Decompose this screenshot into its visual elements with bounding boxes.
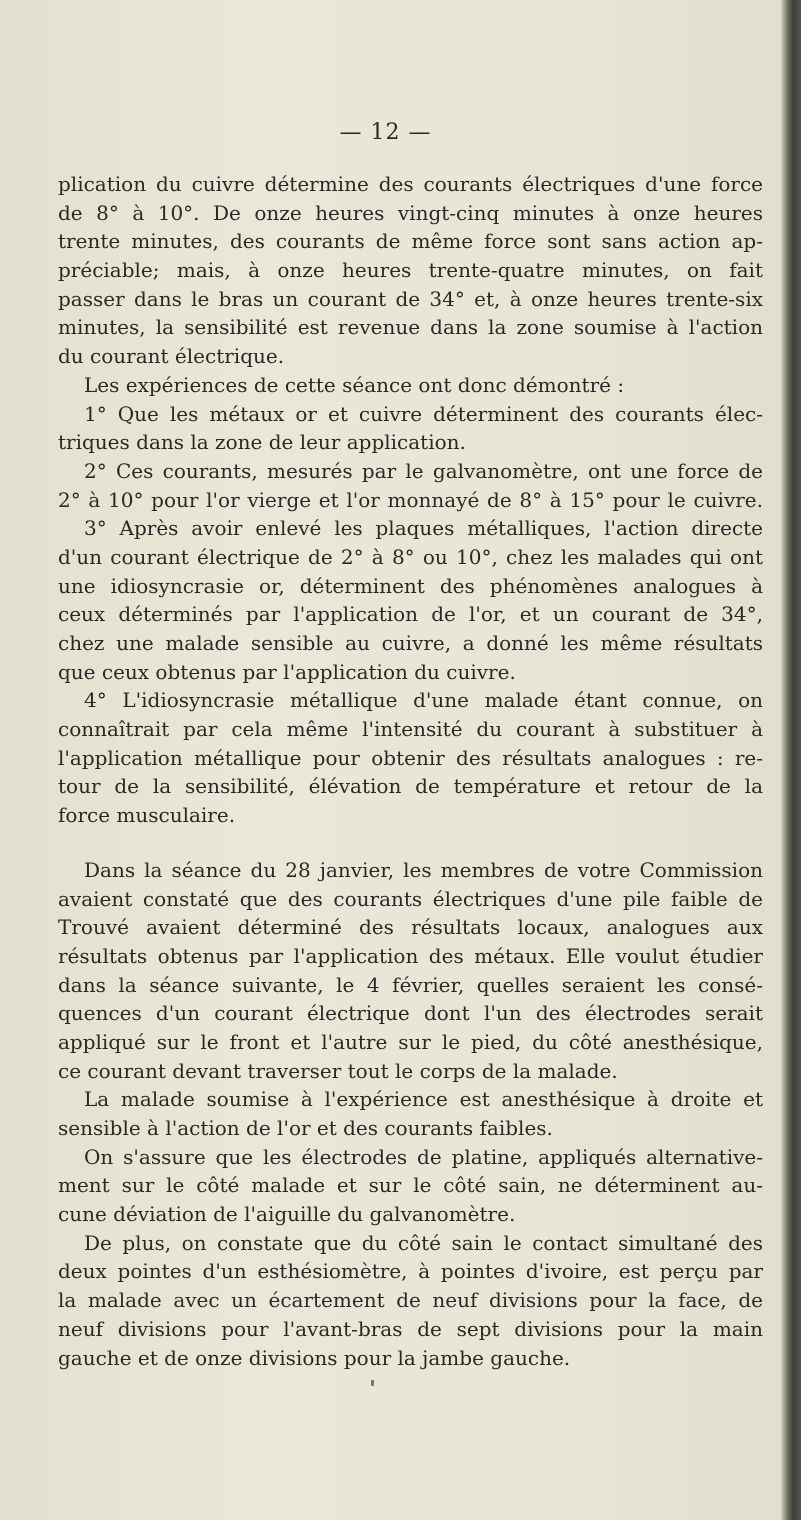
text-line: tour de la sensibilité, élévation de température et retour de la [58,774,763,799]
text-line: Dans la séance du 28 janvier, les membres de votre Commission [84,857,763,882]
text-line: 1° Que les métaux or et cuivre déterminent des courants élec- [84,401,763,426]
text-line: De plus, on constate que du côté sain le contact simultané des [84,1230,763,1255]
text-line: triques dans la zone de leur application. [58,430,466,455]
text-line: La malade soumise à l'expérience est anesthésique à droite et [84,1087,763,1112]
page-number: — 12 — [339,120,432,145]
text-line: 2° à 10° pour l'or vierge et l'or monnayé de 8° à 15° pour le cuivre. [58,487,763,512]
text-line: force musculaire. [58,803,236,828]
text-line: 4° L'idiosyncrasie métallique d'une malade étant connue, on [84,688,763,713]
text-line: On s'assure que les électrodes de platine, appliqués alternative- [84,1144,763,1169]
text-line: ceux déterminés par l'application de l'or, et un courant de 34°, [58,602,763,627]
text-line: deux pointes d'un esthésiomètre, à pointes d'ivoire, est perçu par [58,1259,763,1284]
text-line: Trouvé avaient déterminé des résultats locaux, analogues aux [58,915,763,940]
text-line: cune déviation de l'aiguille du galvanomètre. [58,1202,516,1227]
text-line: que ceux obtenus par l'application du cuivre. [58,659,516,684]
numbered-item-3 [58,514,763,686]
numbered-item-1 [58,400,763,457]
text-line: connaîtrait par cela même l'intensité du courant à substituer à [58,717,763,742]
paragraph [58,1229,763,1372]
text-line: la malade avec un écartement de neuf divisions pour la face, de [58,1288,763,1313]
text-line: 3° Après avoir enlevé les plaques métalliques, l'action directe [84,516,763,541]
text-line: l'application métallique pour obtenir des résultats analogues : re- [58,745,763,770]
text-line: gauche et de onze divisions pour la jambe gauche. [58,1345,571,1370]
text-line: minutes, la sensibilité est revenue dans la zone soumise à l'action [58,315,763,340]
book-binding-edge [781,0,801,1520]
text-line: ment sur le côté malade et sur le côté sain, ne déterminent au- [58,1173,763,1198]
text-line: ce courant devant traverser tout le corps de la malade. [58,1058,618,1083]
section-gap [58,830,763,856]
ink-speck [371,1380,374,1386]
numbered-item-4 [58,686,763,829]
numbered-item-2 [58,457,763,514]
text-line: résultats obtenus par l'application des métaux. Elle voulut étudier [58,943,763,968]
text-line: trente minutes, des courants de même force sont sans action ap- [58,229,763,254]
text-line: avaient constaté que des courants électriques d'une pile faible de [58,886,763,911]
text-line: chez une malade sensible au cuivre, a donné les même résultats [58,631,763,655]
text-line: plication du cuivre détermine des courants électriques d'une force [58,172,763,196]
text-line: Les expériences de cette séance ont donc démontré : [84,372,625,397]
text-line: passer dans le bras un courant de 34° et, à onze heures trente-six [58,286,763,311]
body-text [58,170,763,1372]
paragraph [58,371,763,400]
text-line: neuf divisions pour l'avant-bras de sept divisions pour la main [58,1316,763,1341]
text-line: de 8° à 10°. De onze heures vingt-cinq minutes à onze heures [58,200,763,225]
text-line: quences d'un courant électrique dont l'un des électrodes serait [58,1001,763,1026]
text-line: préciable; mais, à onze heures trente-quatre minutes, on fait [58,258,763,283]
text-line: appliqué sur le front et l'autre sur le pied, du côté anesthésique, [58,1029,763,1054]
paragraph [58,1085,763,1142]
text-line: une idiosyncrasie or, déterminent des phénomènes analogues à [58,573,763,598]
text-line: sensible à l'action de l'or et des courants faibles. [58,1116,553,1140]
paragraph [58,1143,763,1229]
text-line: d'un courant électrique de 2° à 8° ou 10°, chez les malades qui ont [58,544,763,569]
text-line: du courant électrique. [58,344,285,369]
text-line: 2° Ces courants, mesurés par le galvanomètre, ont une force de [84,458,763,483]
paragraph [58,170,763,371]
paragraph [58,856,763,1086]
text-line: dans la séance suivante, le 4 février, quelles seraient les consé- [58,972,763,997]
